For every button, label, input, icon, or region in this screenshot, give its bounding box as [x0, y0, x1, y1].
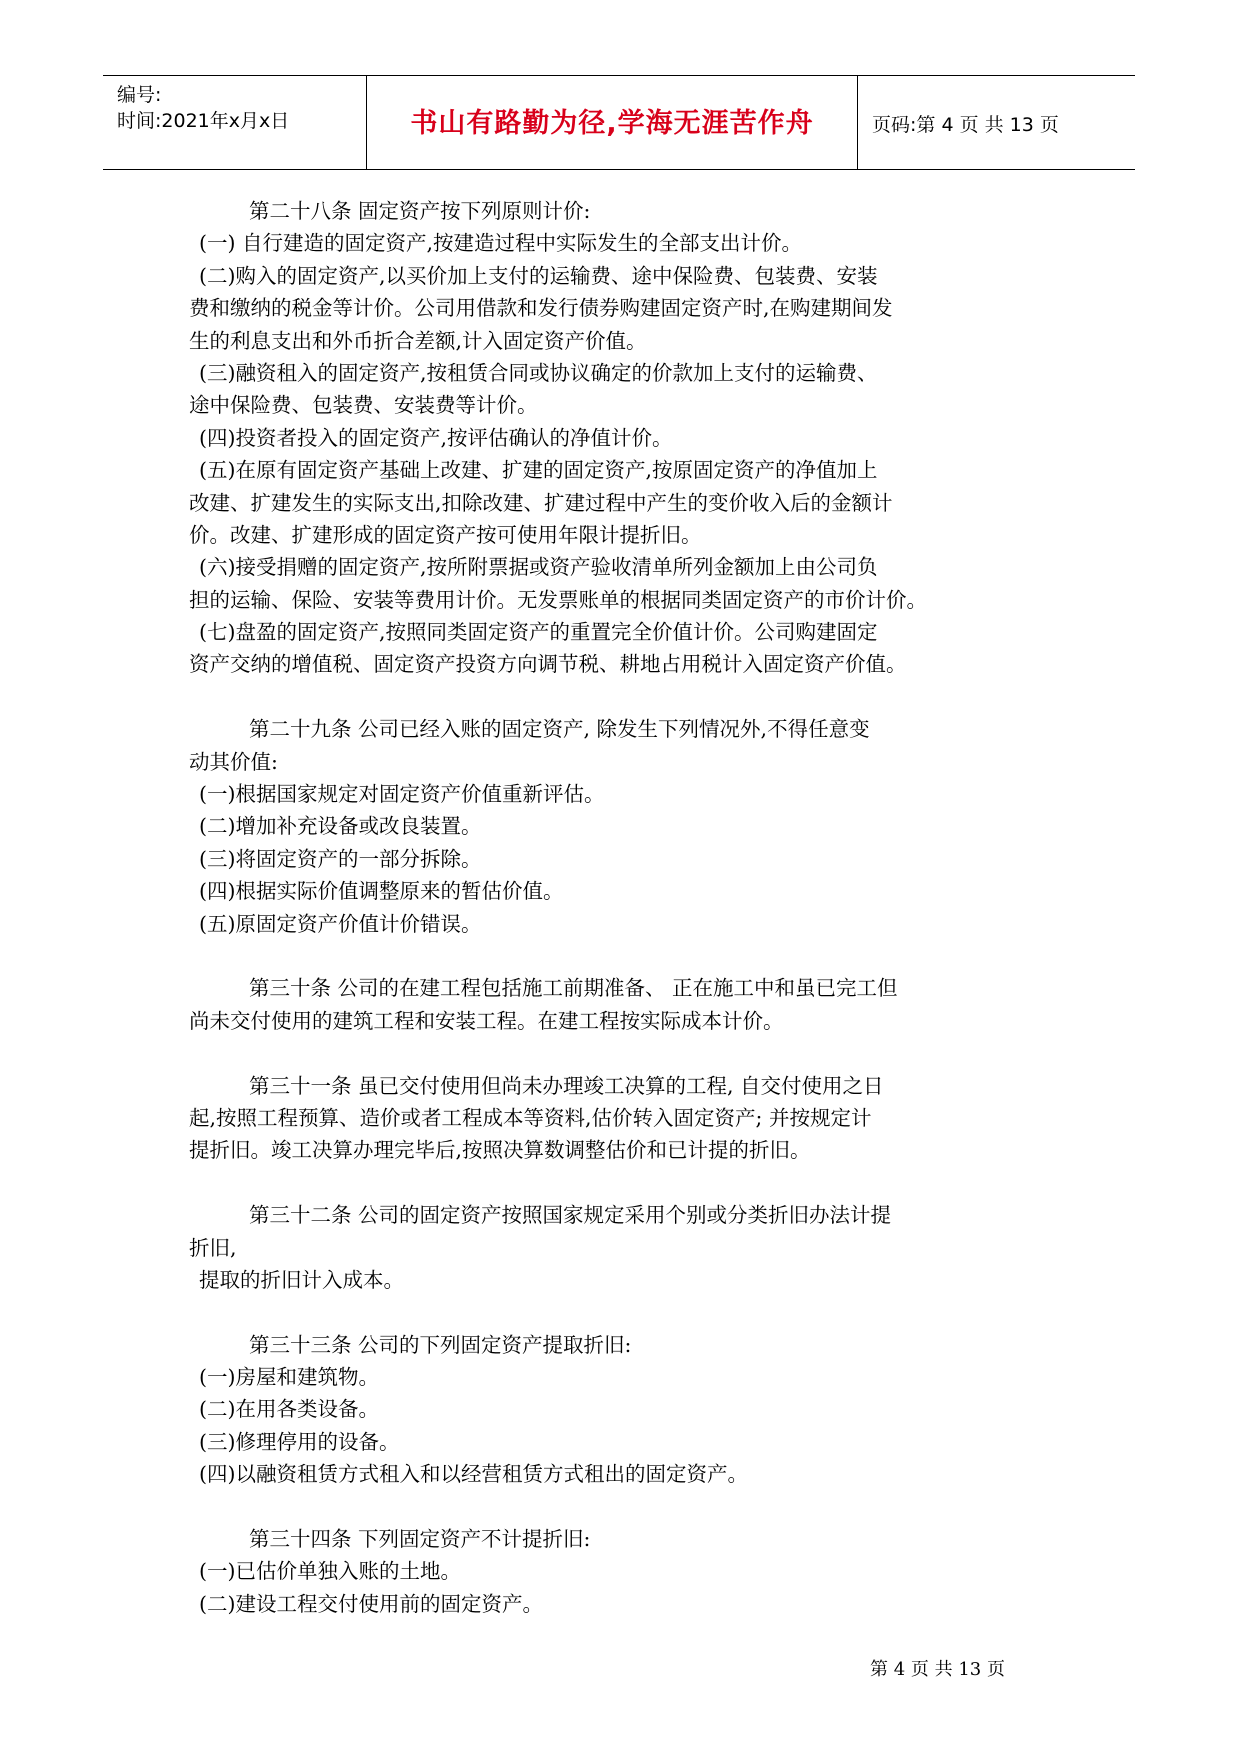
document-number-label: 编号: — [117, 84, 162, 106]
text-line: (四)根据实际价值调整原来的暂估价值。 — [199, 879, 564, 904]
text-line: 担的运输、保险、安装等费用计价。无发票账单的根据同类固定资产的市价计价。 — [189, 587, 927, 612]
article-heading-line: 第二十八条 固定资产按下列原则计价: — [249, 199, 591, 223]
text-line: (一)已估价单独入账的土地。 — [199, 1559, 461, 1584]
text-line: (五)在原有固定资产基础上改建、扩建的固定资产,按原固定资产的净值加上 — [199, 458, 878, 483]
text-line: 提取的折旧计入成本。 — [199, 1267, 404, 1292]
text-line: (一)根据国家规定对固定资产价值重新评估。 — [199, 782, 605, 807]
page-header — [103, 75, 1135, 170]
text-line: 费和缴纳的税金等计价。公司用借款和发行债券购建固定资产时,在购建期间发 — [189, 296, 893, 321]
text-line: (五)原固定资产价值计价错误。 — [199, 911, 482, 936]
text-line: (六)接受捐赠的固定资产,按所附票据或资产验收清单所列金额加上由公司负 — [199, 555, 878, 580]
header-motto-cell — [366, 76, 858, 169]
text-line: (一) 自行建造的固定资产,按建造过程中实际发生的全部支出计价。 — [199, 231, 803, 256]
text-line: 改建、扩建发生的实际支出,扣除改建、扩建过程中产生的变价收入后的金额计 — [189, 490, 893, 515]
text-line: (四)以融资租赁方式租入和以经营租赁方式租出的固定资产。 — [199, 1462, 748, 1487]
paragraph-spacer — [189, 681, 1049, 713]
text-line: 途中保险费、包装费、安装费等计价。 — [189, 393, 538, 418]
text-line: 折旧, — [189, 1235, 237, 1260]
text-line: (二)建设工程交付使用前的固定资产。 — [199, 1591, 543, 1616]
text-line: 动其价值: — [189, 749, 278, 774]
paragraph-spacer — [189, 1296, 1049, 1328]
paragraph-spacer — [189, 1491, 1049, 1523]
text-line: 生的利息支出和外币折合差额,计入固定资产价值。 — [189, 328, 647, 353]
document-body — [189, 195, 1049, 1620]
text-line: 资产交纳的增值税、固定资产投资方向调节税、耕地占用税计入固定资产价值。 — [189, 652, 907, 677]
article-heading-line: 第三十条 公司的在建工程包括施工前期准备、 正在施工中和虽已完工但 — [249, 976, 898, 1001]
text-line: (二)在用各类设备。 — [199, 1397, 379, 1422]
document-time-label: 时间:2021年x月x日 — [117, 110, 290, 132]
paragraph-spacer — [189, 940, 1049, 972]
text-line: (二)增加补充设备或改良装置。 — [199, 814, 482, 839]
text-line: (七)盘盈的固定资产,按照同类固定资产的重置完全价值计价。公司购建固定 — [199, 620, 878, 645]
text-line: 起,按照工程预算、造价或者工程成本等资料,估价转入固定资产; 并按规定计 — [189, 1105, 872, 1130]
header-page-info: 页码:第 4 页 共 13 页 — [872, 114, 1059, 136]
article-heading-line: 第三十二条 公司的固定资产按照国家规定采用个别或分类折旧办法计提 — [249, 1203, 892, 1228]
text-line: (三)融资租入的固定资产,按租赁合同或协议确定的价款加上支付的运输费、 — [199, 360, 878, 385]
article-heading-line: 第三十四条 下列固定资产不计提折旧: — [249, 1527, 591, 1552]
text-line: 提折旧。竣工决算办理完毕后,按照决算数调整估价和已计提的折旧。 — [189, 1138, 811, 1163]
text-line: 价。改建、扩建形成的固定资产按可使用年限计提折旧。 — [189, 522, 702, 547]
header-right-cell — [858, 76, 1135, 169]
article-heading-line: 第二十九条 公司已经入账的固定资产, 除发生下列情况外,不得任意变 — [249, 717, 870, 742]
header-left-cell — [103, 76, 366, 169]
page-footer: 第 4 页 共 13 页 — [870, 1659, 1005, 1680]
article-heading-line: 第三十一条 虽已交付使用但尚未办理竣工决算的工程, 自交付使用之日 — [249, 1073, 884, 1098]
paragraph-spacer — [189, 1037, 1049, 1069]
text-line: (二)购入的固定资产,以买价加上支付的运输费、途中保险费、包装费、安装 — [199, 263, 878, 288]
header-motto: 书山有路勤为径,学海无涯苦作舟 — [410, 108, 814, 139]
text-line: (一)房屋和建筑物。 — [199, 1365, 379, 1390]
text-line: (三)修理停用的设备。 — [199, 1429, 400, 1454]
text-line: (三)将固定资产的一部分拆除。 — [199, 846, 482, 871]
article-heading-line: 第三十三条 公司的下列固定资产提取折旧: — [249, 1332, 632, 1357]
text-line: (四)投资者投入的固定资产,按评估确认的净值计价。 — [199, 425, 673, 450]
text-line: 尚未交付使用的建筑工程和安装工程。在建工程按实际成本计价。 — [189, 1008, 784, 1033]
paragraph-spacer — [189, 1167, 1049, 1199]
